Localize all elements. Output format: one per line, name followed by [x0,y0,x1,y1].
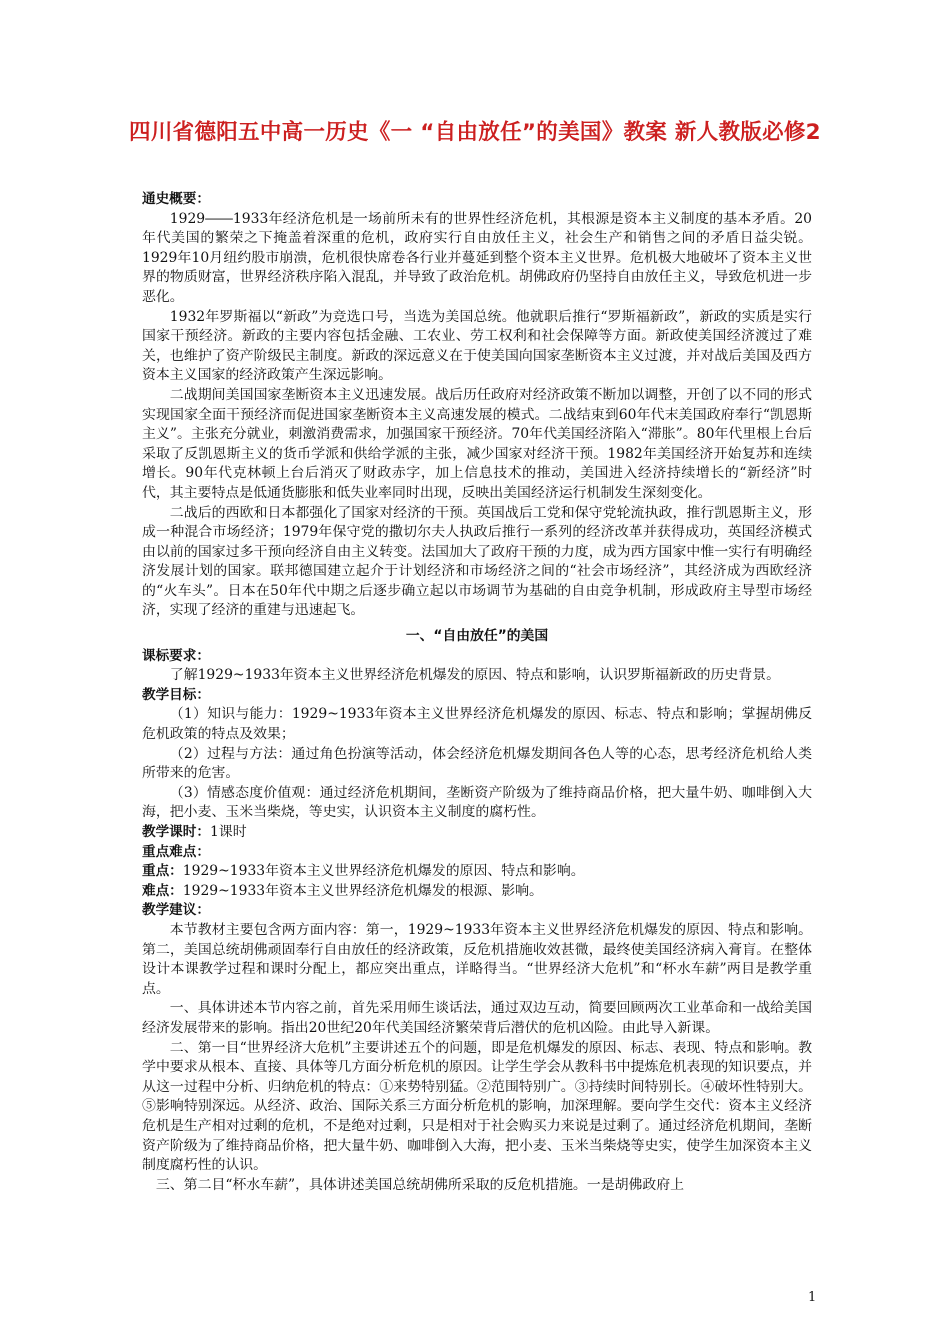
difficult-text: 1929~1933年资本主义世界经济危机爆发的根源、影响。 [182,882,543,899]
suggestion-last-line: 三、第二目“杯水车薪”，具体讲述美国总统胡佛所采取的反危机措施。一是胡佛政府上 [155,1176,685,1193]
document-title: 四川省德阳五中高一历史《一 “自由放任”的美国》教案 新人教版必修2 [129,120,821,145]
curriculum-heading: 课标要求： [142,647,210,664]
key-line [142,862,812,882]
section-heading: 一、“自由放任”的美国 [405,628,549,645]
overview-paragraph-4: 二战后的西欧和日本都强化了国家对经济的干预。英国战后工党和保守党轮流执政，推行凯恩斯主义，形成一种混合市场经济；1979年保守党的撒切尔夫人执政后推行一系列的经济改革并获得成功，英国经济模式由以前的国家过多干预向经济自由主义转变。法国加大了政府干预的力度，成为西方国家中惟一实行有明确经济发展计划的国家。联邦德国建立起介于计划经济和市场经济之间的“社会市场经济”，其经济成为西欧经济的“火车头”。日本在50年代中期之后逐步确立起以市场调节为基础的自由竞争机制，形成政府主导型市场经济，实现了经济的重建与迅速起飞。 [142,504,812,619]
hours-line [142,823,812,843]
hours-label: 教学课时： [142,824,210,840]
overview-paragraph-3: 二战期间美国国家垄断资本主义迅速发展。战后历任政府对经济政策不断加以调整，开创了以不同的形式实现国家全面干预经济而促进国家垄断资本主义高速发展的模式。二战结束到60年代末美国政府奉行“凯恩斯主义”。主张充分就业，刺激消费需求，加强国家干预经济。70年代美国经济陷入“滞胀”。80年代里根上台后采取了反凯恩斯主义的货币学派和供给学派的主张，减少国家对经济干预。1982年美国经济开始复苏和连续增长。90年代克林顿上台后消灭了财政赤字，加上信息技术的推动，美国进入经济持续增长的“新经济”时代，其主要特点是低通货膨胀和低失业率同时出现，反映出美国经济运行机制发生深刻变化。 [142,386,812,501]
goal-item-2: （2）过程与方法：通过角色扮演等活动，体会经济危机爆发期间各色人等的心态，思考经济危机给人类所带来的危害。 [142,745,812,782]
overview-paragraph-1: 1929――1933年经济危机是一场前所未有的世界性经济危机，其根源是资本主义制度的基本矛盾。20年代美国的繁荣之下掩盖着深重的危机，政府实行自由放任主义，社会生产和销售之间的矛盾日益尖锐。1929年10月纽约股市崩溃，危机很快席卷各行业并蔓延到整个资本主义世界。危机极大地破坏了资本主义世界的物质财富，世界经济秩序陷入混乱，并导致了政治危机。胡佛政府仍坚持自由放任主义，导致危机进一步恶化。 [142,210,812,305]
suggestion-paragraph-1: 本节教材主要包含两方面内容：第一，1929~1933年资本主义世界经济危机爆发的原因、特点和影响。第二，美国总统胡佛顽固奉行自由放任的经济政策，反危机措施收效甚微，最终使美国经济病入膏肓。在整体设计本课教学过程和课时分配上，都应突出重点，详略得当。“世界经济大危机”和“杯水车薪”两目是教学重点。 [142,921,812,997]
suggestion-paragraph-2: 一、具体讲述本节内容之前，首先采用师生谈话法，通过双边互动，简要回顾两次工业革命和一战给美国经济发展带来的影响。指出20世纪20年代美国经济繁荣背后潜伏的危机凶险。由此导入新课。 [142,1000,812,1036]
suggestion-paragraph-3: 二、第一目“世界经济大危机”主要讲述五个的问题，即是危机爆发的原因、标志、表现、特点和影响。教学中要求从根本、直接、具体等几方面分析危机的原因。让学生学会从教科书中提炼危机表现的知识要点，并从这一过程中分析、归纳危机的特点：①来势特别猛。②范围特别广。③持续时间特别长。④破坏性特别大。⑤影响特别深远。从经济、政治、国际关系三方面分析危机的影响，加深理解。要向学生交代：资本主义经济危机是生产相对过剩的危机，不是绝对过剩，只是相对于社会购买力来说是过剩了。通过经济危机期间，垄断资产阶级为了维持商品价格，把大量牛奶、咖啡倒入大海，把小麦、玉米当柴烧等史实，使学生加深资本主义制度腐朽性的认识。 [142,1039,812,1174]
hours-value: 1课时 [209,824,247,840]
overview-paragraph-2: 1932年罗斯福以“新政”为竞选口号，当选为美国总统。他就职后推行“罗斯福新政”，新政的实质是实行国家干预经济。新政的主要内容包括金融、工农业、劳工权利和社会保障等方面。新政使美国经济渡过了难关，也维护了资产阶级民主制度。新政的深远意义在于使美国向国家垄断资本主义过渡，并对战后美国及西方资本主义国家的经济政策产生深远影响。 [142,308,812,384]
difficult-label: 难点： [142,882,183,899]
page-number: 1 [808,1290,817,1305]
keypoints-heading: 重点难点： [142,843,210,860]
key-label: 重点： [142,863,183,880]
curriculum-text: 了解1929~1933年资本主义世界经济危机爆发的原因、特点和影响，认识罗斯福新政的历史背景。 [169,667,780,684]
key-text: 1929~1933年资本主义世界经济危机爆发的原因、特点和影响。 [182,863,585,880]
goal-item-3: （3）情感态度价值观：通过经济危机期间，垄断资产阶级为了维持商品价格，把大量牛奶、咖啡倒入大海，把小麦、玉米当柴烧，等史实，认识资本主义制度的腐朽性。 [142,784,812,821]
goals-heading: 教学目标： [142,686,210,703]
goal-item-1: （1）知识与能力：1929~1933年资本主义世界经济危机爆发的原因、标志、特点和影响；掌握胡佛反危机政策的特点及效果； [142,706,812,743]
document-body [142,190,812,1195]
overview-heading: 通史概要： [142,191,210,207]
difficult-line [142,882,812,902]
suggestions-heading: 教学建议： [142,902,210,919]
